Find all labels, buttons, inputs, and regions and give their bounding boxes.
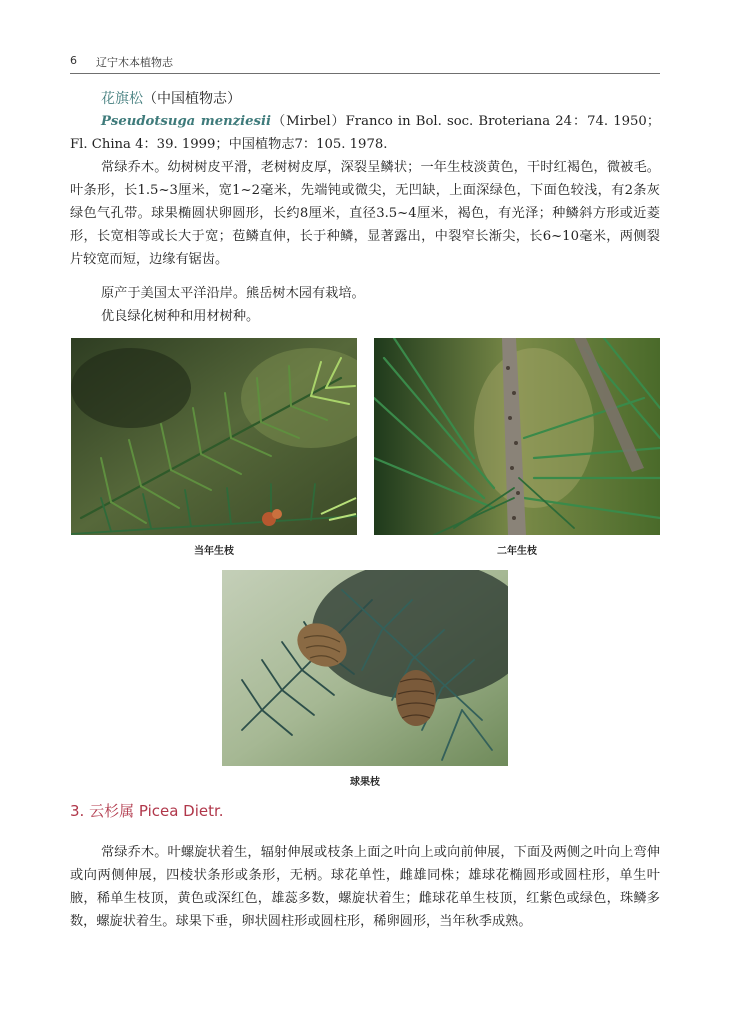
photo-cone-branch	[222, 570, 508, 766]
book-title: 辽宁木本植物志	[96, 56, 173, 69]
species-citation-paragraph	[70, 110, 660, 156]
species-citation: （Mirbel）Franco in Bol. soc. Broteriana 24：74. 1950；Fl. China 4：39. 1999；中国植物志7：105. 1978.	[70, 114, 661, 152]
species-distribution: 原产于美国太平洋沿岸。熊岳树木园有栽培。	[101, 286, 365, 301]
photo-current-year-shoot	[71, 338, 357, 535]
running-header	[70, 54, 660, 72]
page-number: 6	[70, 54, 77, 67]
species-uses: 优良绿化树种和用材树种。	[101, 309, 260, 324]
species-name-source: （中国植物志）	[143, 91, 241, 107]
caption-cone-branch: 球果枝	[350, 777, 380, 788]
species-latin-name: Pseudotsuga menziesii	[101, 114, 272, 129]
caption-second-year-shoot: 二年生枝	[497, 546, 537, 557]
genus-description: 常绿乔木。叶螺旋状着生，辐射伸展或枝条上面之叶向上或向前伸展，下面及两侧之叶向上弯伸或向两侧伸展，四棱状条形或条形，无柄。球花单性，雌雄同株；雄球花椭圆形或圆柱形，单生叶腋，稀单生枝顶，黄色或深红色，雄蕊多数，螺旋状着生；雌球花单生枝顶，红紫色或绿色，珠鳞多数，螺旋状着生。球果下垂，卵状圆柱形或圆柱形，稀卵圆形，当年秋季成熟。	[70, 845, 660, 929]
caption-current-year-shoot: 当年生枝	[194, 546, 234, 557]
photo-second-year-shoot	[374, 338, 660, 535]
header-rule	[70, 73, 660, 74]
species-name-cn: 花旗松	[101, 91, 143, 107]
species-description: 常绿乔木。幼树树皮平滑，老树树皮厚，深裂呈鳞状；一年生枝淡黄色，干时红褐色，微被毛。叶条形，长1.5~3厘米，宽1~2毫米，先端钝或微尖，无凹缺，上面深绿色，下面色较浅，有2条灰绿色气孔带。球果椭圆状卵圆形，长约8厘米，直径3.5~4厘米，褐色，有光泽；种鳞斜方形或近菱形，长宽相等或长大于宽；苞鳞直伸，长于种鳞，显著露出，中裂窄长渐尖，长6~10毫米，两侧裂片较宽而短，边缘有锯齿。	[70, 160, 660, 267]
genus-heading: 3. 云杉属 Picea Dietr.	[70, 802, 224, 820]
species-heading	[101, 88, 241, 108]
